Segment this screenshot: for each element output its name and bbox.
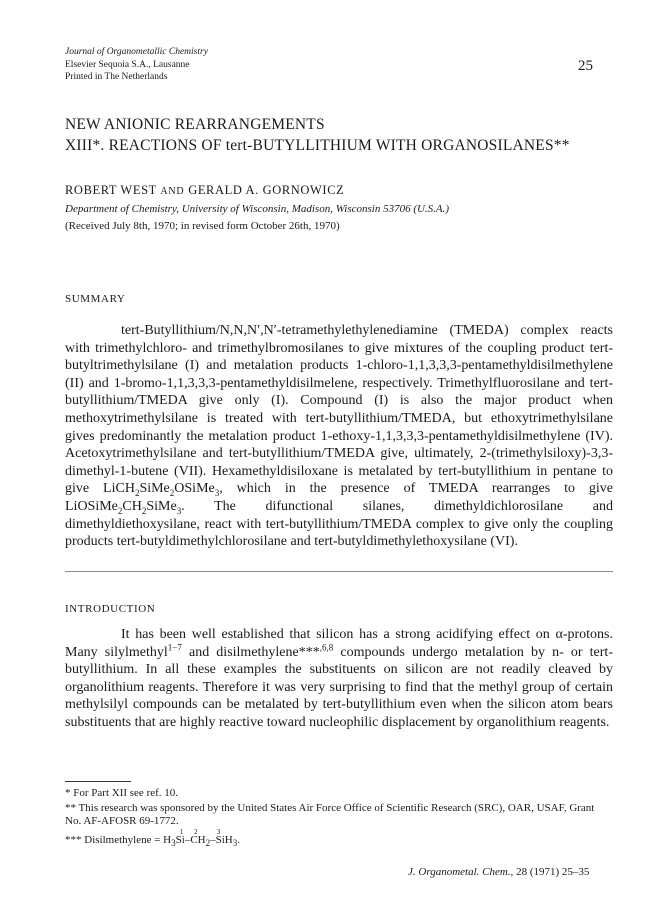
- summary-heading: SUMMARY: [65, 293, 126, 305]
- summary-text-3: . The difunctional silanes, dimethyldichlorosilane and dimethyldiethoxysilane, react with tert-butyllithium/TMEDA complex to give only the coupling products tert-butyldimethylchlorosilane and tert-butyldimethylethoxysilane (VI).: [65, 498, 613, 550]
- summary-paragraph: [65, 322, 613, 551]
- footnote-3: *** Disilmethylene = $H_3$ 1 Si 2 $-CH_2$ 3 –SiH$_3$.: [65, 828, 240, 849]
- introduction-heading: INTRODUCTION: [65, 603, 156, 615]
- journal-name: Journal of Organometallic Chemistry: [65, 47, 208, 57]
- page-number: 25: [578, 58, 593, 74]
- journal-header: [65, 46, 208, 84]
- citation-ref: 28 (1971) 25–35: [513, 866, 590, 878]
- paper-title: [65, 114, 625, 156]
- authors: [65, 183, 344, 198]
- introduction-paragraph: [65, 626, 613, 732]
- footnotes: [65, 787, 613, 849]
- author-2: GERALD A. GORNOWICZ: [188, 183, 345, 197]
- formula-1: LiCH$_2$SiMe$_2$OSiMe$_3$: [103, 481, 220, 499]
- intro-text-2: and disilmethylene***: [181, 644, 320, 660]
- title-line-2: XIII*. REACTIONS OF tert-BUTYLLITHIUM WITH ORGANOSILANES**: [65, 137, 570, 154]
- citation-journal: J. Organometal. Chem.,: [408, 866, 514, 878]
- title-line-1: NEW ANIONIC REARRANGEMENTS: [65, 116, 325, 133]
- summary-text-2: , which in the presence of TMEDA rearranges to give: [219, 481, 613, 497]
- journal-citation: [408, 866, 589, 878]
- reference-marker-1: 1−7: [167, 641, 182, 652]
- footnote-2: ** This research was sponsored by the United States Air Force Office of Scientific Research (SRC), OAR, USAF, Grant No. AF-AFOSR 69-1772.: [65, 802, 595, 827]
- author-conjunction: AND: [160, 186, 185, 197]
- intro-text-1: It has been well established that silicon has a strong acidifying effect on α-protons. Many silylmethyl: [65, 627, 613, 660]
- printed-in: Printed in The Netherlands: [65, 72, 168, 82]
- intro-text-3: compounds undergo metalation by n- or tert-butyllithium. In all these examples the substituents on silicon are not readily cleaved by organolithium reagents. Therefore it was very surprising to find that the methyl group of certain methylsilyl compounds can be metalated by tert-butyllithium even when the silicon atom bears substituents that are highly reactive toward nucleophilic displacement by organolithium reagents.: [65, 644, 613, 730]
- footnote-divider: [65, 781, 131, 782]
- affiliation: Department of Chemistry, University of Wisconsin, Madison, Wisconsin 53706 (U.S.A.): [65, 203, 450, 215]
- publisher: Elsevier Sequoia S.A., Lausanne: [65, 59, 190, 70]
- section-divider: [65, 571, 613, 572]
- received-date: (Received July 8th, 1970; in revised form October 26th, 1970): [65, 220, 340, 232]
- summary-text-1: tert-Butyllithium/N,N,N′,N′-tetramethylethylenediamine (TMEDA) complex reacts with trimethylchloro- and trimethylbromosilanes to give mixtures of the coupling product tert-butyltrimethylsilane (I) and metalation products 1-chloro-1,1,3,3,3-pentamethyldisilmethylene (II) and 1-bromo-1,1,3,3,3-pentamethyldisilmelene, respectively. Trimethylfluorosilane and tert-butyllithium/TMEDA give only (I). Compound (I) is also the major product when methoxytrimethylsilane is treated with tert-butyllithium/TMEDA, but ethoxytrimethylsilane gives predominantly the metalation product 1-ethoxy-1,1,3,3,3-pentamethyldisilmethylene (IV). Acetoxytrimethylsilane and tert-butyllithium/TMEDA give, ultimately, 2-(trimethylsiloxy)-3,3-dimethyl-1-butene (VII). Hexamethyldisiloxane is metalated by tert-butyllithium in pentane to give: [65, 323, 613, 497]
- formula-2: $LiOSiMe_2CH_2SiMe_3$: [65, 498, 182, 516]
- author-1: ROBERT WEST: [65, 183, 157, 197]
- reference-marker-2: ,6,8: [319, 641, 334, 652]
- footnote-1: * For Part XII see ref. 10.: [65, 787, 179, 799]
